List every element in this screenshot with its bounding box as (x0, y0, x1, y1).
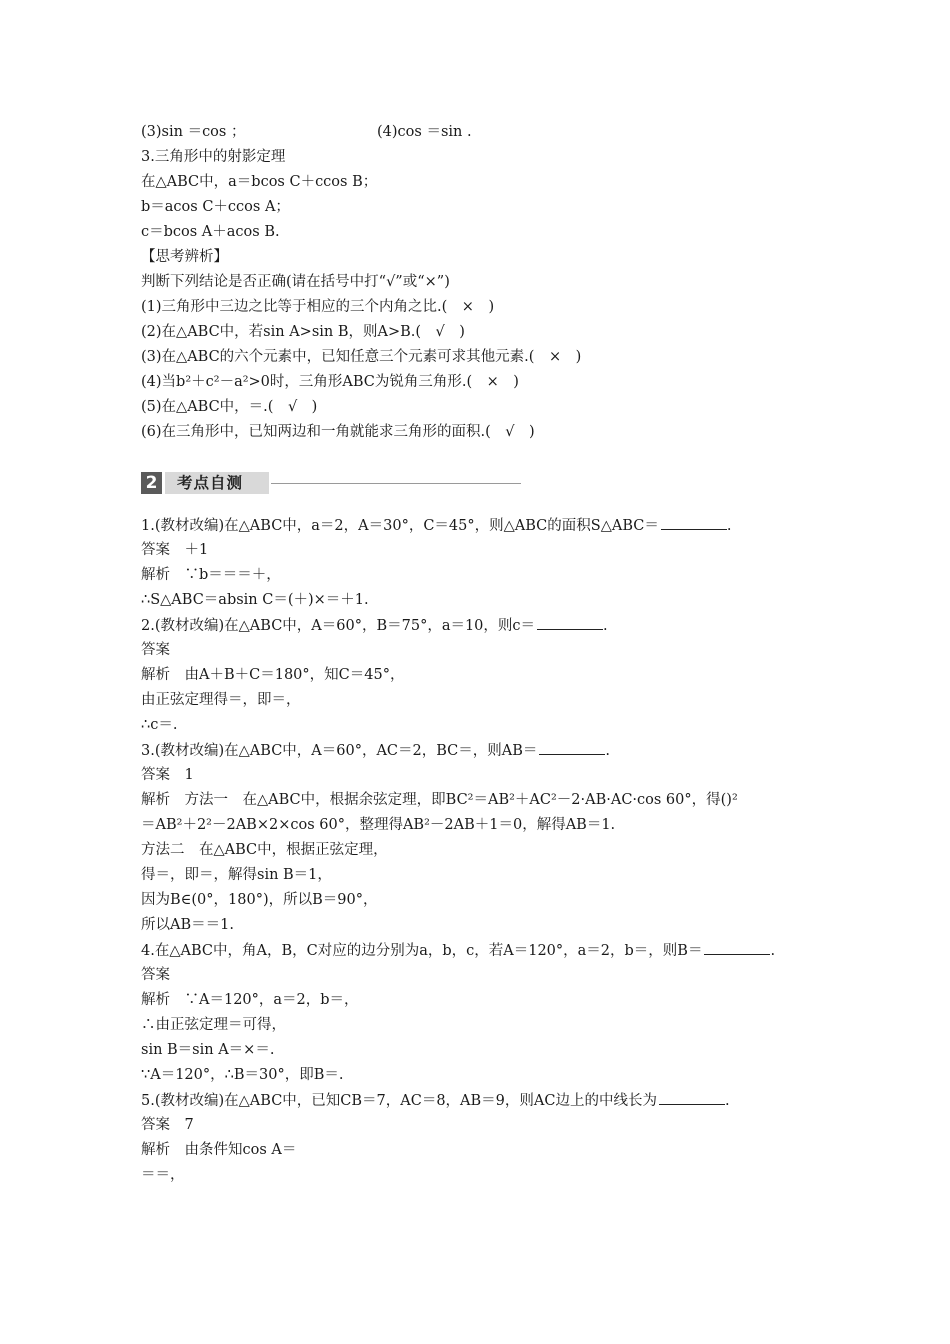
exercise-line-text: 由正弦定理得＝，即＝， (141, 692, 301, 708)
exercise-line (141, 713, 821, 738)
projection-formula-b: b＝acos C＋ccos A； (141, 199, 290, 215)
answer-blank (659, 1088, 725, 1105)
exercise-line (141, 1038, 821, 1063)
exercise-line-text: 1.(教材改编)在△ABC中，a＝2，A＝30°，C＝45°，则△ABC的面积S△ABC＝ (141, 518, 659, 534)
exercise-line (141, 1138, 821, 1163)
exercise-line-end: . (605, 743, 611, 759)
exercise-line-text: 得＝，即＝，解得sin B＝1， (141, 867, 332, 883)
exercise-line-text: 解析 由条件知cos A＝ (141, 1142, 297, 1158)
exercise-line (141, 763, 821, 788)
exercise-line-end: . (726, 518, 732, 534)
exercise-line-text: 解析 ∵A＝120°，a＝2，b＝， (141, 992, 359, 1008)
exercise-line (141, 663, 821, 688)
exercise-line (141, 863, 821, 888)
answer-blank (539, 738, 605, 755)
exercise-line-end: . (724, 1093, 730, 1109)
exercise-line-text: 3.(教材改编)在△ABC中，A＝60°，AC＝2，BC＝，则AB＝ (141, 743, 538, 759)
exercise-line (141, 538, 821, 563)
exercise-line (141, 1013, 821, 1038)
judgment-item-2: (2)在△ABC中，若sin A>sin B，则A>B.( √ ) (141, 324, 465, 340)
section-title: 考点自测 (177, 474, 244, 492)
exercise-line (141, 638, 821, 663)
exercise-line (141, 738, 821, 763)
exercise-line (141, 788, 821, 813)
exercise-line (141, 1163, 821, 1188)
judgment-item-3: (3)在△ABC的六个元素中，已知任意三个元素可求其他元素.( × ) (141, 349, 582, 365)
answer-blank (537, 613, 603, 630)
answer-blank (704, 938, 770, 955)
exercise-list (141, 513, 821, 1188)
text-line-formulas-3-4 (141, 120, 821, 145)
exercise-line-text: 5.(教材改编)在△ABC中，已知CB＝7，AC＝8，AB＝9，则AC边上的中线长为 (141, 1093, 657, 1109)
exercise-line (141, 513, 821, 538)
exercise-line-text: 2.(教材改编)在△ABC中，A＝60°，B＝75°，a＝10，则c＝ (141, 618, 536, 634)
document-page (141, 120, 821, 1188)
exercise-line (141, 688, 821, 713)
exercise-line-text: ∴S△ABC＝absin C＝(＋)×＝＋1. (141, 592, 369, 608)
exercise-line-text: 解析 ∵b＝＝＝＋， (141, 567, 281, 583)
exercise-line-end: . (603, 618, 608, 634)
exercise-line (141, 838, 821, 863)
projection-formula-a: 在△ABC中，a＝bcos C＋ccos B； (141, 174, 378, 190)
exercise-line-text: ∵A＝120°，∴B＝30°，即B＝. (141, 1067, 344, 1083)
projection-formula-c: c＝bcos A＋acos B. (141, 224, 280, 240)
exercise-line-end: . (770, 943, 776, 959)
exercise-line-text: 因为B∈(0°，180°)，所以B＝90°， (141, 892, 378, 908)
exercise-line-text: 答案 (141, 642, 170, 658)
exercise-line-text: ∴由正弦定理＝可得， (141, 1017, 286, 1033)
exercise-line (141, 563, 821, 588)
exercise-line-text: ＝AB²＋2²－2AB×2×cos 60°，整理得AB²－2AB＋1＝0，解得AB＝1. (141, 817, 616, 833)
heading-projection-theorem: 3.三角形中的射影定理 (141, 149, 286, 165)
exercise-line-text: 所以AB＝＝1. (141, 917, 234, 933)
judgment-item-4: (4)当b²＋c²－a²>0时，三角形ABC为锐角三角形.( × ) (141, 374, 519, 390)
exercise-line (141, 913, 821, 938)
exercise-line (141, 1088, 821, 1113)
judgment-item-1: (1)三角形中三边之比等于相应的三个内角之比.( × ) (141, 299, 495, 315)
exercise-line-text: 4.在△ABC中，角A，B，C对应的边分别为a，b，c，若A＝120°，a＝2，b＝，则B＝ (141, 943, 703, 959)
judgment-item-5: (5)在△ABC中，＝.( √ ) (141, 399, 318, 415)
formula-3: (3)sin ＝cos ； (141, 124, 246, 140)
exercise-line-text: 答案 (141, 967, 170, 983)
exercise-line (141, 588, 821, 613)
exercise-line (141, 1113, 821, 1138)
exercise-line-text: ∴c＝. (141, 717, 178, 733)
exercise-line-text: 答案 ＋1 (141, 542, 209, 558)
exercise-line-text: 解析 方法一 在△ABC中，根据余弦定理，即BC²＝AB²＋AC²－2·AB·AC·cos 60°，得()² (141, 792, 738, 808)
exercise-line-text: 答案 7 (141, 1117, 194, 1133)
section-number-badge: 2 (141, 472, 162, 494)
exercise-line-text: sin B＝sin A＝×＝. (141, 1042, 275, 1058)
exercise-line (141, 813, 821, 838)
exercise-line (141, 1063, 821, 1088)
exercise-line (141, 888, 821, 913)
section-header (141, 471, 821, 499)
answer-blank (661, 513, 727, 530)
exercise-line-text: ＝＝， (141, 1167, 185, 1183)
exercise-line-text: 答案 1 (141, 767, 194, 783)
instruction-line: 判断下列结论是否正确(请在括号中打“√”或“×”) (141, 274, 450, 290)
exercise-line (141, 963, 821, 988)
exercise-line (141, 938, 821, 963)
formula-4: (4)cos ＝sin . (377, 124, 472, 140)
heading-think-discern: 【思考辨析】 (141, 249, 228, 265)
exercise-line-text: 解析 由A＋B＋C＝180°，知C＝45°， (141, 667, 405, 683)
judgment-item-6: (6)在三角形中，已知两边和一角就能求三角形的面积.( √ ) (141, 424, 535, 440)
exercise-line (141, 988, 821, 1013)
exercise-line-text: 方法二 在△ABC中，根据正弦定理， (141, 842, 388, 858)
section-divider (271, 483, 521, 484)
exercise-line (141, 613, 821, 638)
